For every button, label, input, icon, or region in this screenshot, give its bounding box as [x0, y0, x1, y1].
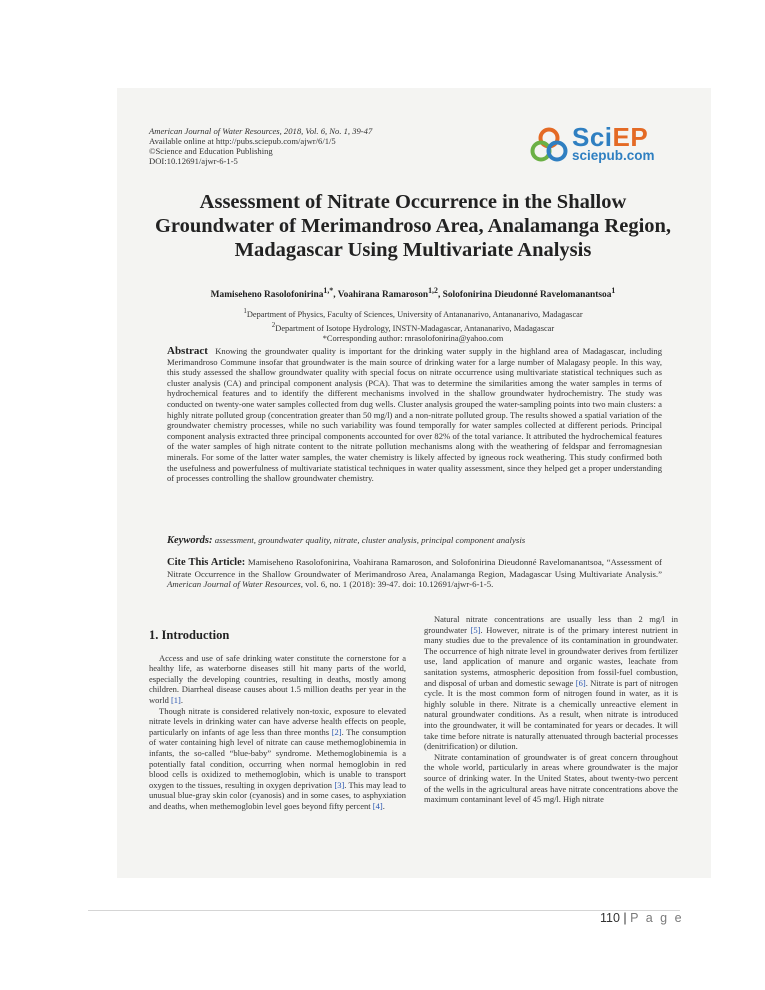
- cite-tail: , vol. 6, no. 1 (2018): 39-47. doi: 10.12691/ajwr-6-1-5.: [300, 579, 494, 590]
- section-heading: 1. Introduction: [149, 628, 230, 642]
- author-name: Voahirana Ramaroson: [337, 290, 429, 301]
- page-separator: |: [623, 911, 627, 925]
- sciep-brand: [572, 124, 648, 150]
- copyright-line: ©Science and Education Publishing: [149, 146, 273, 156]
- reference-link[interactable]: [3]: [334, 779, 345, 790]
- author-name: Solofonirina Dieudonné Ravelomanantsoa: [442, 290, 612, 301]
- paragraph: Nitrate contamination of groundwater is of great concern throughout the whole world, particularly in areas where groundwater is the major source of drinking water. In the United States, about twenty-two percent of the wells in the agricultural areas have nitrate concentrations above the maximum contaminant level of 45 mg/l. High nitrate: [424, 751, 678, 805]
- cite-label: Cite This Article:: [167, 557, 246, 568]
- doi-line: DOI:10.12691/ajwr-6-1-5: [149, 156, 238, 166]
- affiliation-line: $^1$Department of Physics, Faculty of Sciences, University of Antananarivo, Antananarivo, Madagascar: [243, 307, 583, 319]
- author-name: Mamiseheno Rasolofonirina: [210, 290, 324, 301]
- abstract-text: Knowing the groundwater quality is important for the drinking water supply in the highland area of Madagascar, including Merimandroso Commune insofar that groundwater is the main source of drinking water for a large number of Malagasy people. In this way, this study assessed the shallow groundwater quality with special focus on nitrate occurrence using multivariate statistical techniques such as cluster analysis (CA) and principal component analysis (PCA). That was to determine the similarities among the water samples in terms of hydrochemical features and to identify the different mechanisms involved in the shallow groundwater hydrochemistry. The study was conducted on twenty-one water samples collected from dug wells. Cluster analysis grouped the water-sampling points into two main clusters: a highly nitrate polluted group (concentration greater than 50 mg/l) and a non-nitrate polluted group. The results showed a spatial variation of the groundwater chemistry processes, while no such variability was found temporally for water samples collected at different periods. Principal component analysis extracted three principal components accounted for over 82% of the total variance. It attributed the hydrochemical features of the water samples of high nitrate content to the nitrate pollution mechanisms along with the weathering of feldspar and ferromagnesian minerals. For some of the latter water samples, the water chemistry is likely affected by igneous rock weathering. This study confirmed both the usefulness and powerfulness of multivariate statistical techniques in water quality assessment, since they helped get a proper understanding of processes controlling the shallow groundwater chemistry.: [167, 346, 662, 484]
- affiliations: [149, 306, 677, 344]
- affiliation-line: $^2$Department of Isotope Hydrology, INSTN-Madagascar, Antananarivo, Madagascar: [271, 320, 555, 333]
- available-online-line: Available online at http://pubs.sciepub.com/ajwr/6/1/5: [149, 136, 336, 146]
- keywords: [167, 535, 662, 546]
- reference-link[interactable]: [6]: [575, 677, 586, 688]
- paragraph: Natural nitrate concentrations are usually less than 2 mg/l in groundwater [5]. However, nitrate is of the primary interest nutrient in many studies due to the prevalence of its contamination in groundwater. The occurrence of high nitrate level in groundwater derives from fertilizer use, land application of manure and organic wastes, leachate from sanitation systems, atmospheric deposition from fossil-fuel combustion, and disposal of urban and domestic sewage [6]. Nitrate is part of nitrogen cycle. It is the most common form of nitrogen found in water, as it is highly soluble in there. Nitrate is a chemically unreactive element in natural groundwater conditions. As a result, when nitrate is introduced into the groundwater, it will be contaminated for years or decades. It will take time before nitrate is naturally attenuated through bacterial processes (denitrification) or dilution.: [424, 614, 679, 752]
- paragraph: Though nitrate is considered relatively non-toxic, exposure to elevated nitrate levels in drinking water can have adverse health effects on people, particularly on infants of age less than three months [2]. The consumption of water containing high level of nitrate can cause methemoglobinemia in infants, the so-called “blue-baby” syndrome. Methemoglobinemia is a potentially fatal condition, occurring when normal hemoglobin in red blood cells is oxidized to methemoglobin, which is unable to transport oxygen to the tissues, resulting in oxygen deprivation [3]. This may lead to unusual blue-gray skin color (cyanosis) and in some cases, to asphyxiation and deaths, when methemoglobin level goes beyond fifty percent [4].: [149, 705, 406, 811]
- cite-this-article: [167, 557, 662, 590]
- sciep-logo-icon: [530, 126, 568, 164]
- cite-journal: American Journal of Water Resources: [167, 579, 301, 590]
- journal-header: [149, 126, 372, 166]
- page-number: 110: [600, 911, 620, 925]
- page-footer: [600, 911, 684, 925]
- brand-ep: EP: [612, 122, 649, 152]
- left-column: [149, 630, 406, 812]
- reference-link[interactable]: [5]: [470, 624, 481, 635]
- cite-text: Mamiseheno Rasolofonirina, Voahirana Ramaroson, and Solofonirina Dieudonné Ravelomanantsoa, “Assessment of Nitrate Occurrence in the Shallow Groundwater of Merimandroso Area, Analamanga Region, Madagascar Using Multivariate Analysis.”: [167, 557, 662, 579]
- author-list: Mamiseheno Rasolofonirina$^{1,*}$, Voahirana Ramaroson$^{1,2}$, Solofonirina Dieudonné Ravelomanantsoa$^1$: [210, 286, 616, 301]
- reference-link[interactable]: [1]: [170, 694, 181, 705]
- paragraph: Access and use of safe drinking water constitute the cornerstone for a healthy life, as waterborne diseases still hit many parts of the world, especially the developing countries, resulting in deaths, mostly among children. Diarrheal disease causes about 1.5 million deaths per year in the world [1].: [149, 652, 406, 705]
- abstract: [167, 346, 662, 484]
- sciep-logo: [530, 124, 670, 166]
- right-column: [424, 614, 678, 805]
- page-word: P a g e: [630, 911, 684, 925]
- keywords-label: Keywords:: [167, 535, 213, 546]
- footer-divider: [88, 910, 680, 911]
- keywords-text: assessment, groundwater quality, nitrate, cluster analysis, principal component analysis: [214, 535, 526, 545]
- corresponding-author: *Corresponding author: rnrasolofonirina@yahoo.com: [322, 333, 504, 343]
- article-title: Assessment of Nitrate Occurrence in the Shallow Groundwater of Merimandroso Area, Analamanga Region, Madagascar Using Multivariate Analysis: [154, 191, 672, 261]
- reference-link[interactable]: [2]: [331, 726, 342, 737]
- abstract-label: Abstract: [167, 345, 208, 357]
- author-sup: 1,*: [323, 286, 334, 295]
- author-sup: 1,2: [428, 286, 438, 295]
- brand-sci: Sci: [572, 122, 613, 152]
- author-sup: 1: [611, 286, 616, 295]
- journal-citation-line: American Journal of Water Resources, 2018, Vol. 6, No. 1, 39-47: [149, 126, 373, 136]
- sciep-url: sciepub.com: [572, 148, 655, 163]
- reference-link[interactable]: [4]: [372, 800, 383, 811]
